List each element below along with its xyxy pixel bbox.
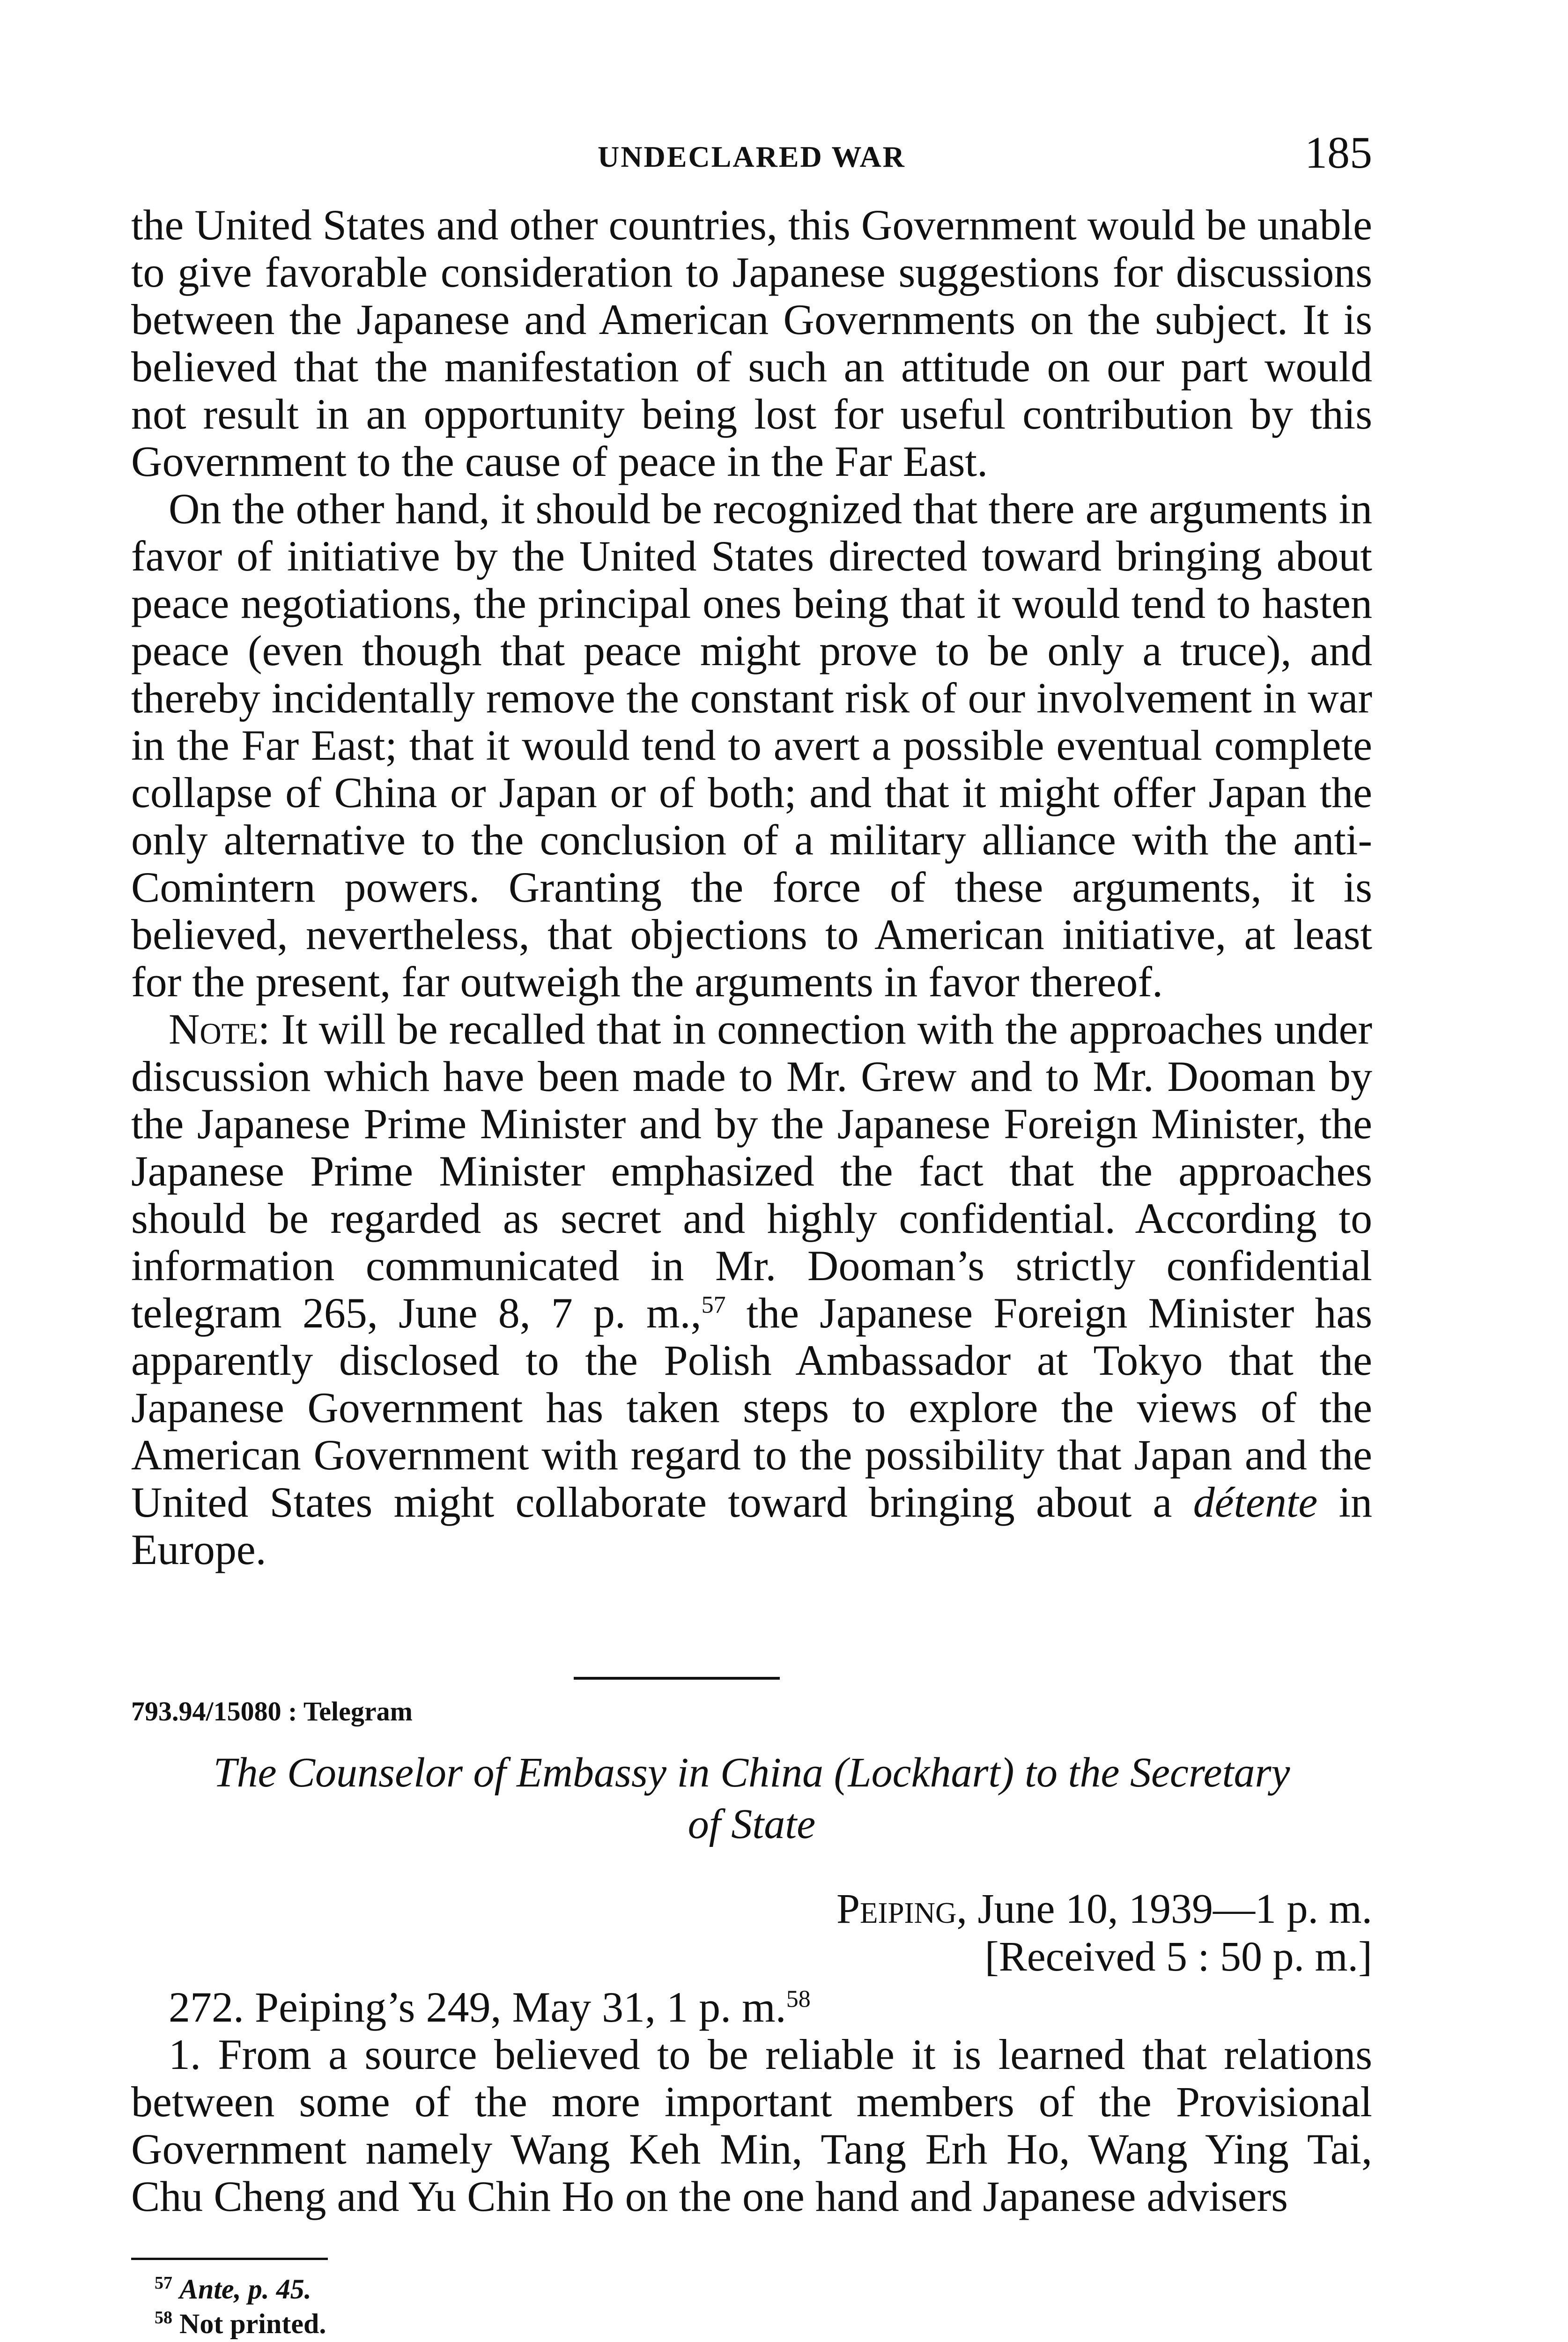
note-text: : It will be recalled that in connection with the approaches under discussion which have been made to Mr. Grew and to Mr. Dooman by the Japanese Prime Minister and by the Japanese Foreign Minister, the Japanese Prime Minister emphasized the fact that the approaches should be regarded as secret and highly confidential. According to information communicated in Mr. Dooman’s strictly confidential telegram 265, June 8, 7 p. m., [131,1005,1372,1337]
paragraph: On the other hand, it should be recognized that there are arguments in favor of initiative by the United States directed toward bringing about peace negotiations, the principal ones being that it would tend to hasten peace (even though that peace might prove to be only a truce), and thereby incidentally remove the constant risk of our involvement in war in the Far East; that it would tend to avert a possible eventual complete collapse of China or Japan or of both; and that it might offer Japan the only alternative to the conclusion of a military alliance with the anti-Comintern powers. Granting the force of these arguments, it is believed, nevertheless, that objections to American initiative, at least for the present, far outweigh the arguments in favor thereof. [131,485,1372,1006]
note-text: the Japanese Foreign Minister has apparently disclosed to the Polish Ambassador at Tokyo that the Japanese Government has taken steps to explore the views of the American Government with regard to the possibility that Japan and the United States might collaborate toward bringing about a [131,1289,1372,1526]
section-divider [574,1677,780,1680]
document-title [131,1747,1372,1850]
note-label: Note [169,1005,258,1053]
note-text: in Europe. [131,1478,1373,1573]
dateline-place: Peiping [836,1886,957,1932]
running-head: UNDECLARED WAR [598,140,906,173]
footnote-mark: 57 [155,2273,172,2293]
file-reference: 793.94/15080 : Telegram [131,1696,413,1727]
main-text-block [131,201,1372,1573]
paragraph [131,1984,1372,2031]
telegram-text-block [131,1984,1372,2220]
footnote [155,2272,326,2306]
footnote-text: Ante, p. 45. [179,2274,311,2305]
footnote [155,2306,326,2341]
footnote-text: Not printed. [179,2308,326,2339]
dateline [836,1885,1372,1981]
footnote-mark: 58 [155,2308,172,2327]
note-paragraph [131,1006,1372,1573]
footnote-reference: 58 [786,1986,811,2013]
page-number: 185 [1305,127,1372,178]
paragraph: 1. From a source believed to be reliable it is learned that relations between some of the more important members of the Provisional Government namely Wang Keh Min, Tang Erh Ho, Wang Ying Tai, Chu Cheng and Yu Chin Ho on the one hand and Japanese advisers [131,2031,1372,2220]
footnote-reference: 57 [701,1291,726,1319]
paragraph-text: 272. Peiping’s 249, May 31, 1 p. m. [169,1983,786,2031]
dateline-received: [Received 5 : 50 p. m.] [984,1934,1372,1980]
footnote-divider [131,2258,328,2260]
document-title-line: The Counselor of Embassy in China (Lockhart) to the Secretary [213,1749,1290,1796]
document-title-line: of State [688,1801,816,1847]
paragraph: the United States and other countries, this Government would be unable to give favorable consideration to Japanese suggestions for discussions between the Japanese and American Governments on the subject. It is believed that the manifestation of such an attitude on our part would not result in an opportunity being lost for useful contribution by this Government to the cause of peace in the Far East. [131,201,1372,485]
italic-term: détente [1193,1478,1318,1526]
page-header [131,126,1372,183]
dateline-date: , June 10, 1939—1 p. m. [956,1886,1372,1932]
dateline-sent [836,1885,1372,1933]
footnotes [155,2272,326,2341]
